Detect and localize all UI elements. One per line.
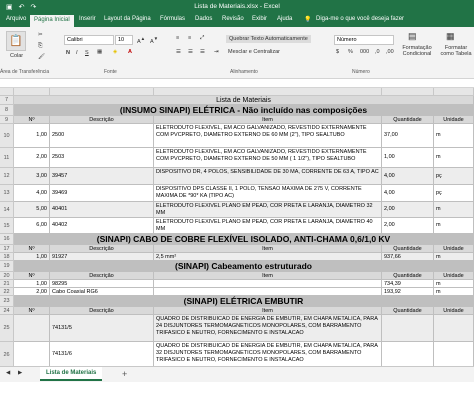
number-cell[interactable]: Nº	[14, 245, 50, 252]
column-header-c[interactable]	[154, 88, 382, 96]
unit-cell[interactable]: pç	[434, 185, 474, 201]
section-title-cell[interactable]: (SINAPI) CABO DE COBRE FLEXÍVEL ISOLADO, ANTI-CHAMA 0,6/1,0 KV	[14, 234, 474, 244]
quantity-cell[interactable]: 2,00	[382, 202, 434, 217]
item-cell[interactable]: Item	[154, 245, 382, 252]
paste-button[interactable]: Colar	[10, 53, 24, 59]
column-header-a[interactable]	[14, 88, 50, 96]
unit-cell[interactable]: Unidade	[434, 245, 474, 252]
group-alignment-label: Alinhamento	[230, 69, 258, 75]
number-cell[interactable]	[14, 342, 50, 366]
unit-cell[interactable]: Unidade	[434, 307, 474, 314]
cut-icon[interactable]: ✂	[38, 32, 43, 38]
item-cell[interactable]: ELETRODUTO FLEXIVEL PLANO EM PEAD, COR PRETA E LARANJA, DIAMETRO 40 MM	[154, 218, 382, 233]
format-painter-icon[interactable]: 🖌	[38, 54, 45, 60]
quantity-cell[interactable]: Quantidade	[382, 245, 434, 252]
select-all-corner[interactable]	[0, 88, 14, 96]
title-bar	[0, 0, 474, 14]
align-middle-icon[interactable]: ≡	[188, 35, 192, 41]
tab-revisao[interactable]: Revisão	[222, 16, 244, 22]
row-header[interactable]: 10	[0, 124, 14, 148]
unit-cell[interactable]: m	[434, 202, 474, 217]
format-table-icon[interactable]: ▦	[446, 31, 455, 41]
tab-exibir[interactable]: Exibir	[252, 16, 268, 22]
description-cell[interactable]: 39469	[50, 185, 154, 201]
quantity-cell[interactable]: 734,39	[382, 280, 434, 287]
indent-icon[interactable]: ⇥	[214, 49, 219, 55]
section-title-cell[interactable]: (SINAPI) ELÉTRICA EMBUTIR	[14, 296, 474, 306]
grow-font-icon[interactable]: A▲	[137, 36, 146, 45]
tab-inserir[interactable]: Inserir	[79, 16, 96, 22]
item-cell[interactable]: ELETRODUTO FLEXIVEL, EM ACO GALVANIZADO, REVESTIDO EXTERNAMENTE COM PVCPRETO, DIAMETRO EXTERNO DE 60 MM (2"), TIPO SEALTUBO	[154, 124, 382, 147]
undo-icon[interactable]: ↶	[18, 4, 25, 11]
section-row	[14, 261, 474, 272]
number-cell[interactable]: 6,00	[14, 218, 50, 233]
row-header[interactable]: 16	[0, 234, 14, 245]
unit-cell[interactable]: m	[434, 218, 474, 233]
item-cell[interactable]: ELETRODUTO FLEXIVEL, EM ACO GALVANIZADO, REVESTIDO EXTERNAMENTE COM PVCPRETO, DIAMETRO EXTERNO DE 50 MM ( 1 1/2"), TIPO SEALTUBO	[154, 148, 382, 167]
item-cell[interactable]: Item	[154, 272, 382, 279]
cond-format-icon[interactable]: ▤	[408, 31, 417, 41]
row-header[interactable]: 12	[0, 168, 14, 185]
item-cell[interactable]	[154, 288, 382, 295]
align-right-icon[interactable]: ☰	[200, 49, 205, 55]
next-sheet-icon[interactable]: ▶	[18, 370, 23, 376]
sheet-title-cell[interactable]: Lista de Materiais	[14, 96, 474, 104]
ribbon	[0, 27, 474, 79]
unit-cell[interactable]	[434, 342, 474, 366]
row-header[interactable]: 23	[0, 296, 14, 307]
row-header[interactable]: 20	[0, 272, 14, 280]
format-table-button[interactable]: Formatar como Tabela	[440, 45, 472, 57]
table-row	[14, 202, 474, 218]
row-header[interactable]: 8	[0, 105, 14, 116]
fill-color-icon[interactable]: ◈	[113, 49, 118, 55]
section-title-cell[interactable]: (INSUMO SINAPI) ELÉTRICA - Não incluído nas composições	[14, 105, 474, 115]
description-cell[interactable]: 98295	[50, 280, 154, 287]
item-cell[interactable]: Item	[154, 307, 382, 314]
section-row	[14, 234, 474, 245]
description-cell[interactable]: 91927	[50, 253, 154, 260]
description-cell[interactable]: Cabo Coaxial RG6	[50, 288, 154, 295]
tab-arquivo[interactable]: Arquivo	[6, 16, 27, 22]
tab-ajuda[interactable]: Ajuda	[277, 16, 293, 22]
description-cell[interactable]: Descrição	[50, 272, 154, 279]
lightbulb-icon: 💡	[304, 17, 312, 23]
group-number-label: Número	[352, 69, 370, 75]
unit-cell[interactable]: pç	[434, 168, 474, 184]
paste-icon[interactable]: 📋	[6, 31, 26, 51]
number-format-select[interactable]: Número	[334, 35, 394, 45]
add-sheet-button[interactable]: +	[122, 369, 128, 379]
save-icon[interactable]: ▣	[6, 4, 13, 11]
number-cell[interactable]: 1,00	[14, 280, 50, 287]
formula-bar[interactable]	[0, 79, 474, 88]
item-cell[interactable]: QUADRO DE DISTRIBUICAO DE ENERGIA DE EMBUTIR, EM CHAPA METALICA, PARA 24 DISJUNTORES TERMOMAGNETICOS MONOPOLARES, COM BARRAMENTO TRIFASICO E NEUTRO, FORNECIMENTO E INSTALACAO	[154, 315, 382, 341]
row-header[interactable]: 21	[0, 280, 14, 288]
borders-icon[interactable]: ▦	[97, 49, 103, 55]
table-row	[14, 315, 474, 342]
column-header-b[interactable]	[50, 88, 154, 96]
row-header[interactable]: 17	[0, 245, 14, 253]
unit-cell[interactable]: m	[434, 280, 474, 287]
tab-formulas[interactable]: Fórmulas	[160, 16, 186, 22]
number-cell[interactable]: 1,00	[14, 253, 50, 260]
row-header[interactable]: 13	[0, 185, 14, 202]
row-header[interactable]: 24	[0, 307, 14, 315]
description-cell[interactable]: 39457	[50, 168, 154, 184]
item-cell[interactable]: QUADRO DE DISTRIBUICAO DE ENERGIA DE EMBUTIR, EM CHAPA METALICA, PARA 32 DISJUNTORES TERMOMAGNETICOS MONOPOLARES, COM BARRAMENTO TRIFASICO E NEUTRO, FORNECIMENTO E INSTALACAO	[154, 342, 382, 366]
row-header[interactable]: 7	[0, 96, 14, 105]
underline-button[interactable]: S	[85, 50, 89, 56]
quantity-cell[interactable]: 2,00	[382, 218, 434, 233]
font-size-select[interactable]: 10	[115, 35, 133, 45]
ribbon-tabs	[0, 14, 474, 27]
quantity-cell[interactable]: Quantidade	[382, 116, 434, 123]
table-row	[14, 148, 474, 168]
number-cell[interactable]: 5,00	[14, 202, 50, 217]
quantity-cell[interactable]: 1,00	[382, 148, 434, 167]
number-cell[interactable]: 4,00	[14, 185, 50, 201]
tab-pagina-inicial[interactable]: Página Inicial	[30, 15, 74, 27]
title-row	[14, 96, 474, 105]
prev-sheet-icon[interactable]: ◀	[6, 370, 11, 376]
number-cell[interactable]	[14, 315, 50, 341]
table-row	[14, 288, 474, 296]
row-header[interactable]: 14	[0, 202, 14, 218]
font-name-select[interactable]: Calibri	[64, 35, 114, 45]
section-row	[14, 105, 474, 116]
item-cell[interactable]: DISPOSITIVO DPS CLASSE II, 1 POLO, TENSAO MAXIMA DE 275 V, CORRENTE MAXIMA DE *90* KA (TIPO AC)	[154, 185, 382, 201]
table-row	[14, 185, 474, 202]
unit-cell[interactable]: m	[434, 148, 474, 167]
unit-cell[interactable]: Unidade	[434, 272, 474, 279]
align-center-icon[interactable]: ☰	[188, 49, 193, 55]
description-cell[interactable]: Descrição	[50, 245, 154, 252]
worksheet-grid[interactable]	[0, 88, 474, 366]
section-row	[14, 296, 474, 307]
align-top-icon[interactable]: ≡	[176, 35, 180, 41]
number-cell[interactable]: Nº	[14, 272, 50, 279]
decimal-increase-icon[interactable]: ,0	[375, 49, 380, 55]
column-header-d[interactable]	[382, 88, 434, 96]
unit-cell[interactable]: m	[434, 288, 474, 295]
orientation-icon[interactable]: ⤢	[200, 35, 205, 41]
wrap-text-button[interactable]: Quebrar Texto Automaticamente	[226, 35, 311, 43]
quantity-cell[interactable]	[382, 315, 434, 341]
quantity-cell[interactable]	[382, 342, 434, 366]
status-bar	[0, 382, 474, 410]
currency-icon[interactable]: $	[336, 49, 340, 55]
tab-dados[interactable]: Dados	[195, 16, 213, 22]
description-cell[interactable]: 2503	[50, 148, 154, 167]
header-row	[14, 272, 474, 280]
row-header[interactable]: 18	[0, 253, 14, 261]
bold-button[interactable]: N	[66, 50, 70, 56]
item-cell[interactable]	[154, 280, 382, 287]
column-header-e[interactable]	[434, 88, 474, 96]
unit-cell[interactable]: m	[434, 124, 474, 147]
row-header[interactable]: 9	[0, 116, 14, 124]
row-header[interactable]: 22	[0, 288, 14, 296]
row-header[interactable]: 25	[0, 315, 14, 342]
table-row	[14, 168, 474, 185]
quantity-cell[interactable]: 4,00	[382, 168, 434, 184]
table-row	[14, 124, 474, 148]
tell-me-search[interactable]: Diga-me o que você deseja fazer	[316, 16, 405, 22]
table-row	[14, 280, 474, 288]
copy-icon[interactable]: ⎘	[38, 43, 43, 49]
unit-cell[interactable]: Unidade	[434, 116, 474, 123]
quantity-cell[interactable]: 193,92	[382, 288, 434, 295]
number-cell[interactable]: 2,00	[14, 148, 50, 167]
percent-icon[interactable]: %	[348, 49, 353, 55]
row-header[interactable]: 11	[0, 148, 14, 168]
table-row	[14, 218, 474, 234]
item-cell[interactable]: 2,5 mm²	[154, 253, 382, 260]
sheet-tab-lista-de-materiais[interactable]: Lista de Materiais	[40, 367, 102, 381]
quantity-cell[interactable]: Quantidade	[382, 307, 434, 314]
row-header[interactable]: 15	[0, 218, 14, 234]
group-clipboard-label: Área de Transferência	[0, 69, 50, 75]
group-font-label: Fonte	[104, 69, 117, 75]
section-title-cell[interactable]: (SINAPI) Cabeamento estruturado	[14, 261, 474, 271]
number-cell[interactable]: 3,00	[14, 168, 50, 184]
item-cell[interactable]: Item	[154, 116, 382, 123]
window-title: Lista de Materiais.xlsx - Excel	[194, 3, 280, 10]
sheet-tabs-bar	[0, 366, 474, 382]
decimal-decrease-icon[interactable]: ,00	[386, 49, 394, 55]
description-cell[interactable]: Descrição	[50, 307, 154, 314]
table-row	[14, 253, 474, 261]
align-left-icon[interactable]: ☰	[176, 49, 181, 55]
description-cell[interactable]: 40402	[50, 218, 154, 233]
item-cell[interactable]: ELETRODUTO FLEXIVEL PLANO EM PEAD, COR PRETA E LARANJA, DIAMETRO 32 MM	[154, 202, 382, 217]
table-row	[14, 342, 474, 366]
unit-cell[interactable]: m	[434, 253, 474, 260]
redo-icon[interactable]: ↷	[30, 4, 37, 11]
shrink-font-icon[interactable]: A▼	[150, 36, 159, 45]
font-color-icon[interactable]: A	[128, 49, 132, 55]
cond-format-button[interactable]: Formatação Condicional	[402, 45, 432, 57]
header-row	[14, 245, 474, 253]
description-cell[interactable]: 74131/5	[50, 315, 154, 341]
number-cell[interactable]: Nº	[14, 116, 50, 123]
row-header[interactable]: 19	[0, 261, 14, 272]
description-cell[interactable]: Descrição	[50, 116, 154, 123]
description-cell[interactable]: 40401	[50, 202, 154, 217]
item-cell[interactable]: DISPOSITIVO DR, 4 POLOS, SENSIBILIDADE DE 30 MA, CORRENTE DE 63 A, TIPO AC	[154, 168, 382, 184]
merge-center-button[interactable]: Mesclar e Centralizar	[228, 49, 280, 55]
quantity-cell[interactable]: 937,66	[382, 253, 434, 260]
tab-layout[interactable]: Layout da Página	[104, 16, 151, 22]
description-cell[interactable]: 74131/6	[50, 342, 154, 366]
quantity-cell[interactable]: 4,00	[382, 185, 434, 201]
header-row	[14, 307, 474, 315]
number-cell[interactable]: 1,00	[14, 124, 50, 147]
italic-button[interactable]: I	[76, 50, 78, 56]
header-row	[14, 116, 474, 124]
number-cell[interactable]: 2,00	[14, 288, 50, 295]
number-cell[interactable]: Nº	[14, 307, 50, 314]
description-cell[interactable]: 2500	[50, 124, 154, 147]
quantity-cell[interactable]: Quantidade	[382, 272, 434, 279]
unit-cell[interactable]	[434, 315, 474, 341]
thousands-icon[interactable]: 000	[360, 49, 370, 55]
quantity-cell[interactable]: 37,00	[382, 124, 434, 147]
row-header[interactable]: 26	[0, 342, 14, 366]
